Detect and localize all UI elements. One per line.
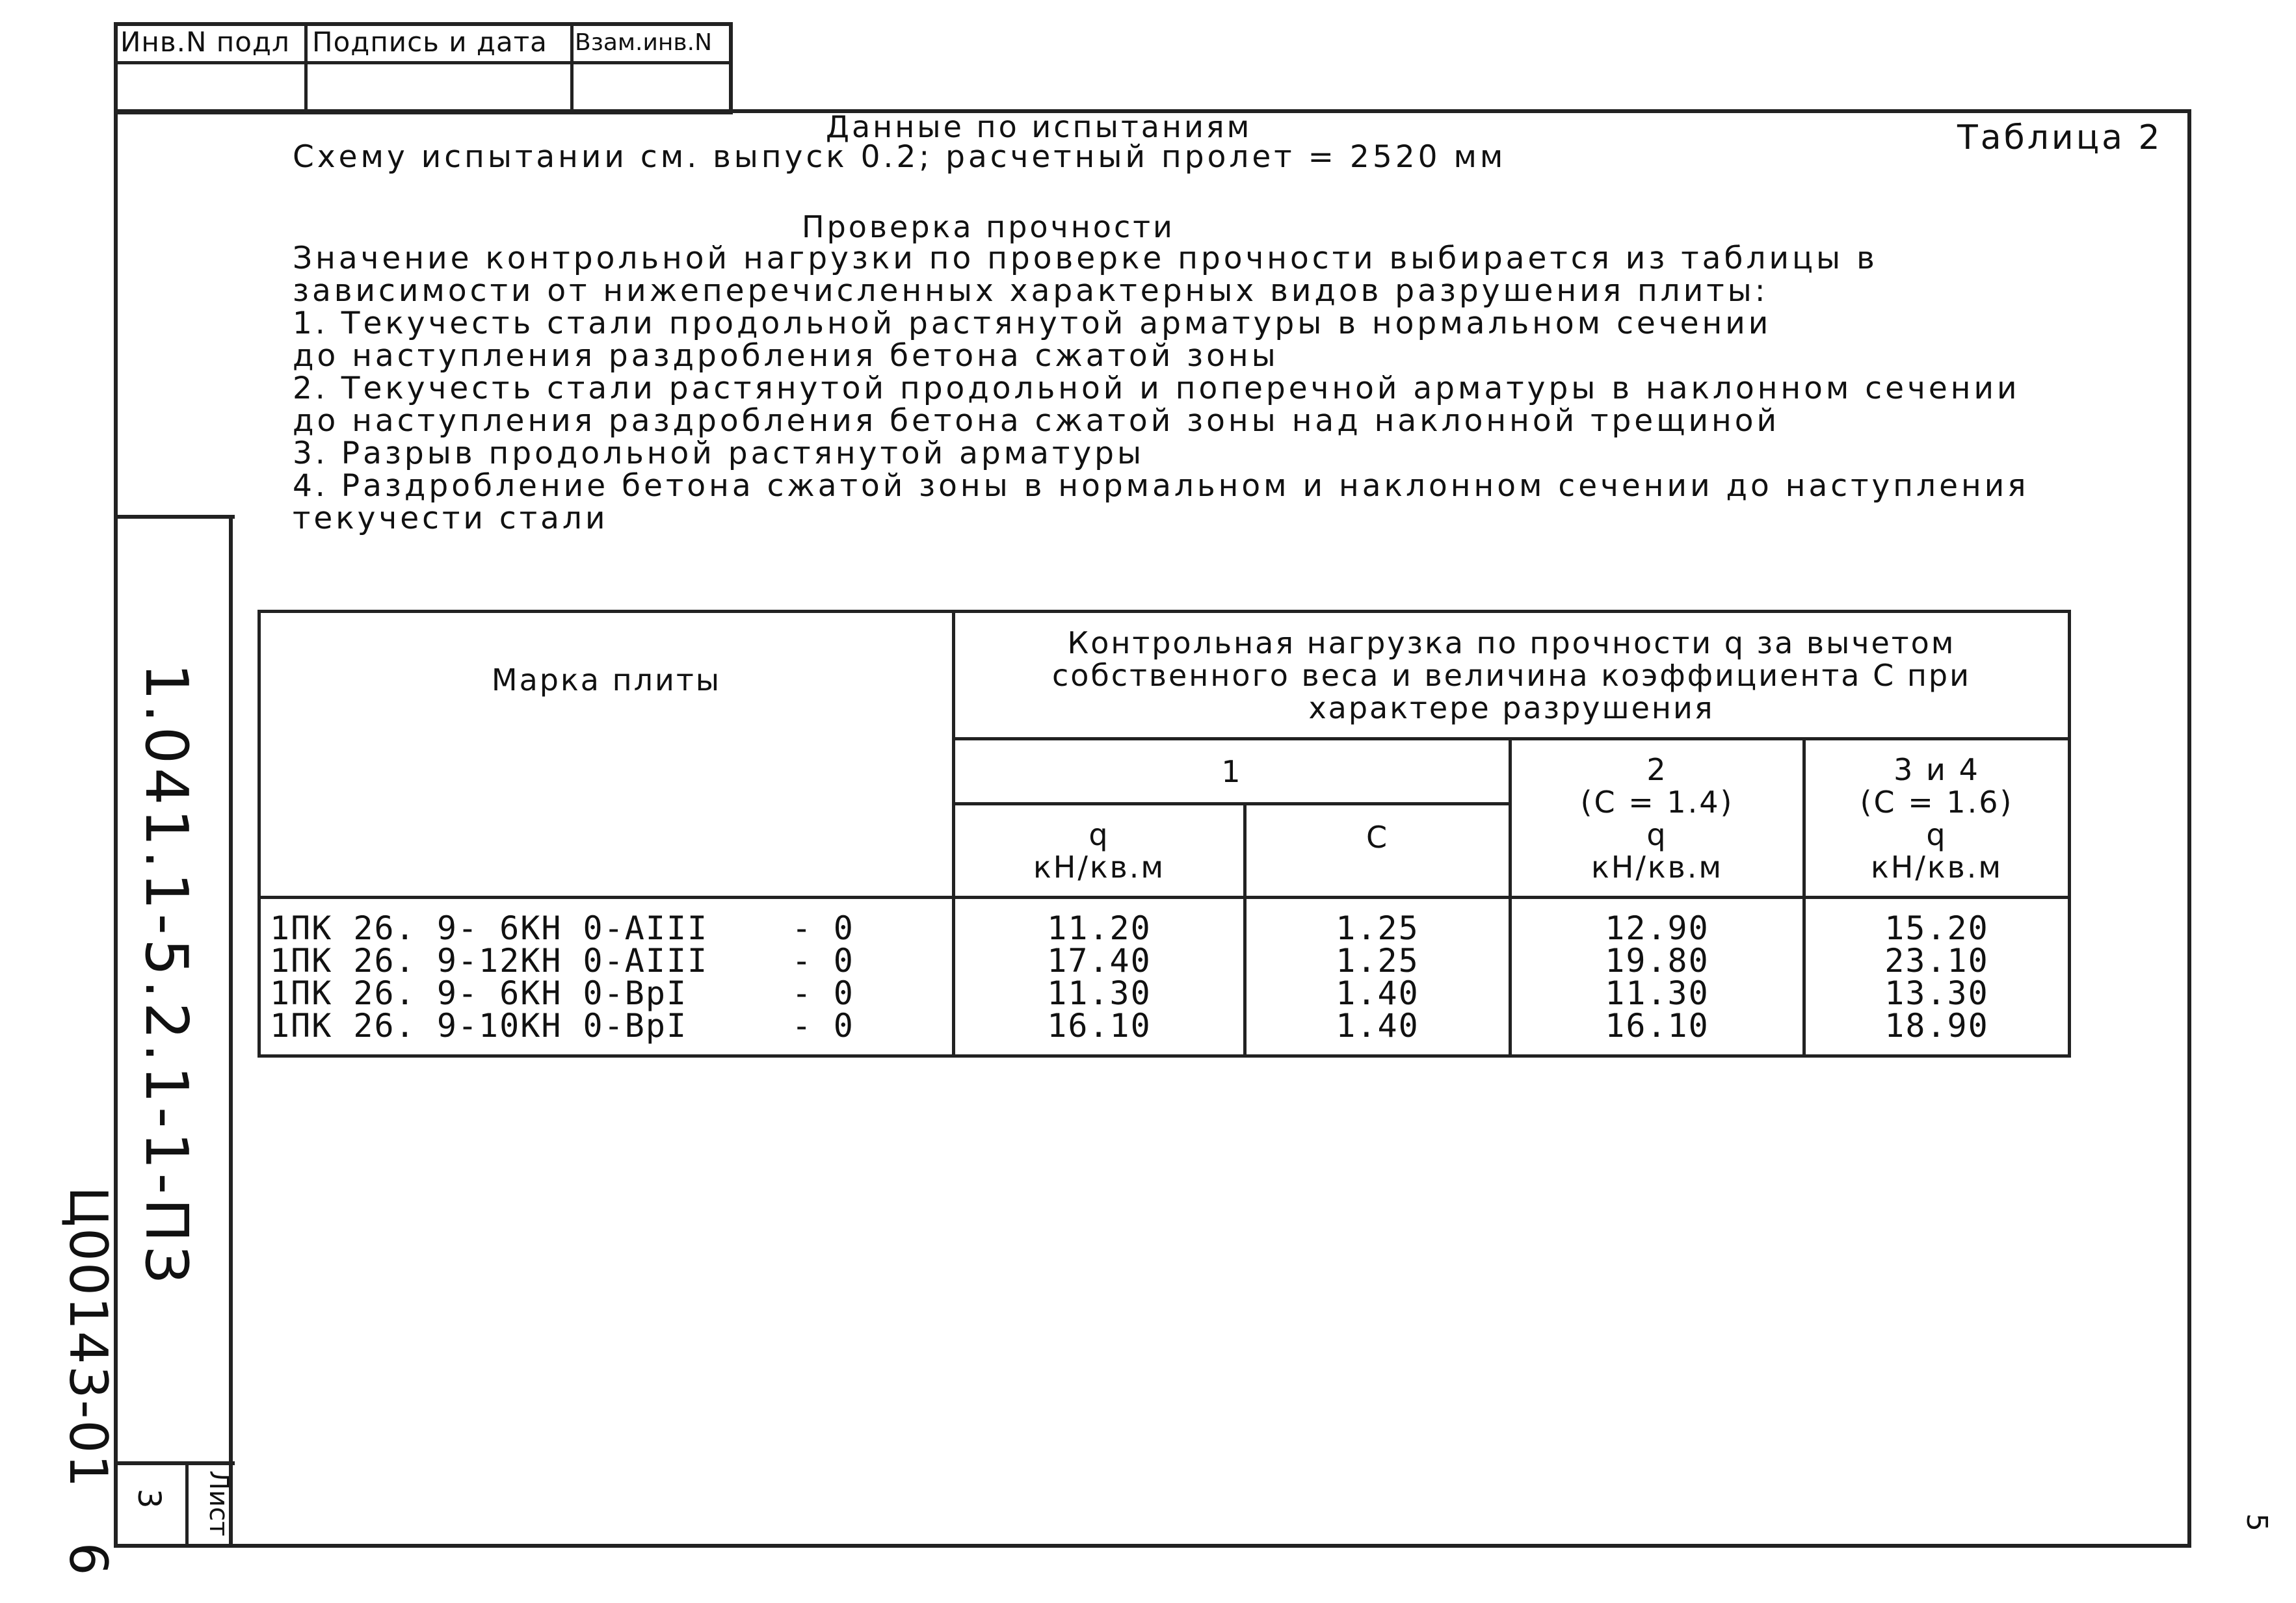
table-cell-q34: 15.20: [1884, 909, 1989, 947]
table-row-mark: 1ПК 26. 9- 6КН 0-BpI - 0: [270, 974, 854, 1012]
header-mark: Марка плиты: [259, 612, 954, 898]
doc-code: 1.041.1-5.2.1-1-ПЗ: [132, 663, 200, 1288]
q34-column: [1804, 898, 2070, 1056]
sheet-number: 3: [131, 1489, 167, 1509]
c1-column: [1245, 898, 1511, 1056]
strength-line-3: 1. Текучесть стали продольной растянутой арматуры в нормальном сечении: [293, 306, 1772, 341]
strength-line-6: до наступления раздробления бетона сжатой зоны над наклонной трещиной: [293, 403, 1780, 439]
strength-line-9: текучести стали: [293, 501, 609, 536]
table-row-mark: 1ПК 26. 9-10КН 0-BpI - 0: [270, 1007, 854, 1045]
side-strip-bottom-sep: [114, 1461, 235, 1465]
header-c1: С: [1245, 804, 1511, 898]
group-2-q: q: [1646, 816, 1668, 852]
stamp-podpis: Подпись и дата: [312, 26, 548, 58]
strength-line-8: 4. Раздробление бетона сжатой зоны в нормальном и наклонном сечении до наступления: [293, 468, 2029, 504]
group-34-number: 3 и 4: [1894, 751, 1980, 787]
table-cell-q34: 18.90: [1884, 1007, 1989, 1045]
group-2-number: 2: [1646, 751, 1668, 787]
archive-code-text: Ц00143-01: [58, 1186, 118, 1489]
q1-column: [954, 898, 1245, 1056]
stamp-vzam: Взам.инв.N: [575, 29, 713, 56]
stamp-divider-h: [114, 61, 733, 64]
stamp-divider-v2: [570, 22, 574, 114]
document-title: Данные по испытаниям: [826, 109, 1252, 144]
table-number: Таблица 2: [1957, 118, 2163, 157]
side-strip-right: [229, 515, 233, 1548]
group-2-unit: кН/кв.м: [1590, 849, 1724, 885]
table-cell-q1: 16.10: [1047, 1007, 1152, 1045]
table-cell-q2: 19.80: [1605, 942, 1709, 980]
table-cell-q1: 11.20: [1047, 909, 1152, 947]
header-group-1: 1: [954, 739, 1511, 804]
page-number: 5: [2240, 1513, 2273, 1531]
table-row-mark: 1ПК 26. 9- 6КН 0-AIII - 0: [270, 909, 854, 947]
table-cell-q1: 17.40: [1047, 942, 1152, 980]
strength-line-4: до наступления раздробления бетона сжатой зоны: [293, 338, 1279, 374]
stamp-inv-podl: Инв.N подл: [120, 26, 290, 58]
table-cell-q2: 11.30: [1605, 974, 1709, 1012]
table-cell-c1: 1.40: [1336, 1007, 1419, 1045]
table-cell-c1: 1.25: [1336, 942, 1419, 980]
archive-code: [58, 1186, 118, 1577]
group-34-q: q: [1926, 816, 1947, 852]
group-34-unit: кН/кв.м: [1870, 849, 2003, 885]
strength-line-2: зависимости от нижеперечисленных характерных видов разрушения плиты:: [293, 273, 1769, 309]
archive-number: 6: [58, 1542, 118, 1577]
table-cell-q2: 12.90: [1605, 909, 1709, 947]
sheet-label: Лист: [204, 1470, 233, 1537]
table-cell-c1: 1.40: [1336, 974, 1419, 1012]
header-load-text: Контрольная нагрузка по прочности q за вычетом собственного веса и величина коэффициента С при характере разрушения: [1051, 625, 1972, 725]
q1-unit: кН/кв.м: [1033, 849, 1166, 885]
table-row-mark: 1ПК 26. 9-12КН 0-AIII - 0: [270, 942, 854, 980]
header-group-2: [1511, 739, 1804, 898]
header-group-34: [1804, 739, 2070, 898]
test-scheme-line: Схему испытании см. выпуск 0.2; расчетный пролет = 2520 мм: [293, 139, 1507, 175]
load-table: [257, 610, 2071, 1058]
table-cell-q34: 13.30: [1884, 974, 1989, 1012]
stamp-divider-v1: [304, 22, 308, 114]
strength-heading: Проверка прочности: [802, 209, 1175, 244]
group-34-coef: (С = 1.6): [1860, 784, 2014, 820]
side-strip-top: [114, 515, 235, 519]
marks-column: [259, 898, 954, 1056]
strength-line-5: 2. Текучесть стали растянутой продольной и поперечной арматуры в наклонном сечении: [293, 371, 2020, 406]
strength-line-7: 3. Разрыв продольной растянутой арматуры: [293, 436, 1145, 471]
table-cell-q1: 11.30: [1047, 974, 1152, 1012]
header-q1: [954, 804, 1245, 898]
table-cell-q2: 16.10: [1605, 1007, 1709, 1045]
q1-symbol: q: [1089, 816, 1110, 852]
group-2-coef: (С = 1.4): [1580, 784, 1734, 820]
table-cell-c1: 1.25: [1336, 909, 1419, 947]
strength-line-1: Значение контрольной нагрузки по проверке прочности выбирается из таблицы в: [293, 241, 1878, 276]
table-cell-q34: 23.10: [1884, 942, 1989, 980]
side-strip-sheet-sep: [185, 1461, 189, 1548]
header-load: [954, 612, 2070, 739]
q2-column: [1511, 898, 1804, 1056]
